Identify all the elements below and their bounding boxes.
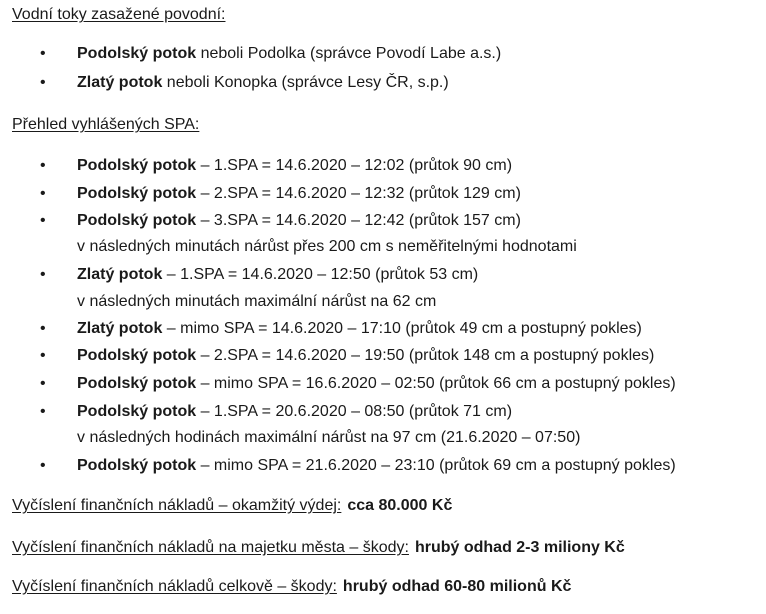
spa-detail: – mimo SPA = 21.6.2020 – 23:10 (průtok 69 cm a postupný pokles): [196, 457, 676, 474]
bullet-glyph: •: [40, 457, 46, 474]
affected-rivers-heading-text: Vodní toky zasažené povodní:: [12, 6, 226, 23]
list-item-text: [77, 456, 676, 476]
river-name: Podolský potok: [77, 157, 197, 174]
river-name: Zlatý potok: [77, 266, 163, 283]
river-name: Podolský potok: [77, 347, 197, 364]
spa-detail: – mimo SPA = 16.6.2020 – 02:50 (průtok 66 cm a postupný pokles): [196, 375, 676, 392]
cost-immediate-label: Vyčíslení finančních nákladů – okamžitý výdej:: [12, 497, 342, 514]
river-name: Podolský potok: [77, 212, 197, 229]
spa-continuation: v následných hodinách maximální nárůst na 97 cm (21.6.2020 – 07:50): [77, 429, 581, 446]
list-item-text: [77, 211, 521, 231]
cost-total-value: hrubý odhad 60-80 milionů Kč: [342, 578, 572, 595]
spa-detail: – 1.SPA = 14.6.2020 – 12:50 (průtok 53 cm): [162, 266, 479, 283]
bullet-glyph: •: [40, 185, 46, 202]
spa-detail: – 1.SPA = 20.6.2020 – 08:50 (průtok 71 cm): [196, 403, 513, 420]
list-item-text: [77, 374, 676, 394]
bullet-glyph: •: [40, 266, 46, 283]
list-item-text: [77, 44, 501, 64]
spa-detail: – 3.SPA = 14.6.2020 – 12:42 (průtok 157 cm): [196, 212, 521, 229]
spa-detail: – 1.SPA = 14.6.2020 – 12:02 (průtok 90 cm): [196, 157, 513, 174]
bullet-glyph: •: [40, 45, 46, 62]
cost-immediate-line: [12, 497, 452, 515]
cost-total-line: [12, 578, 571, 596]
bullet-glyph: •: [40, 375, 46, 392]
river-name: Podolský potok: [77, 457, 197, 474]
spa-continuation: v následných minutách maximální nárůst na 62 cm: [77, 293, 437, 310]
list-item-text: [77, 156, 512, 176]
spa-detail: – mimo SPA = 14.6.2020 – 17:10 (průtok 49 cm a postupný pokles): [162, 320, 642, 337]
river-name: Zlatý potok: [77, 320, 163, 337]
bullet-glyph: •: [40, 320, 46, 337]
river-name: Podolský potok: [77, 45, 197, 62]
cost-immediate-value: cca 80.000 Kč: [347, 497, 453, 514]
list-item-text: [77, 265, 478, 285]
list-item-text: [77, 346, 654, 366]
list-item-text: [77, 319, 642, 339]
bullet-glyph: •: [40, 157, 46, 174]
cost-property-value: hrubý odhad 2-3 miliony Kč: [414, 539, 625, 556]
cost-total-label: Vyčíslení finančních nákladů celkově – škody:: [12, 578, 337, 595]
river-detail: neboli Konopka (správce Lesy ČR, s.p.): [162, 74, 449, 91]
cost-property-label: Vyčíslení finančních nákladů na majetku města – škody:: [12, 539, 409, 556]
river-name: Podolský potok: [77, 403, 197, 420]
river-name: Podolský potok: [77, 375, 197, 392]
affected-rivers-heading: [12, 6, 225, 24]
bullet-glyph: •: [40, 347, 46, 364]
spa-overview-heading: [12, 116, 199, 134]
spa-overview-heading-text: Přehled vyhlášených SPA:: [12, 116, 200, 133]
list-item-text: [77, 73, 449, 93]
spa-detail: – 2.SPA = 14.6.2020 – 19:50 (průtok 148 cm a postupný pokles): [196, 347, 655, 364]
river-name: Podolský potok: [77, 185, 197, 202]
cost-property-line: [12, 539, 625, 557]
river-name: Zlatý potok: [77, 74, 163, 91]
bullet-glyph: •: [40, 212, 46, 229]
spa-continuation: v následných minutách nárůst přes 200 cm s neměřitelnými hodnotami: [77, 238, 577, 255]
bullet-glyph: •: [40, 403, 46, 420]
river-detail: neboli Podolka (správce Povodí Labe a.s.): [196, 45, 502, 62]
bullet-glyph: •: [40, 74, 46, 91]
list-item-text: [77, 402, 512, 422]
spa-detail: – 2.SPA = 14.6.2020 – 12:32 (průtok 129 cm): [196, 185, 521, 202]
list-item-text: [77, 184, 521, 204]
